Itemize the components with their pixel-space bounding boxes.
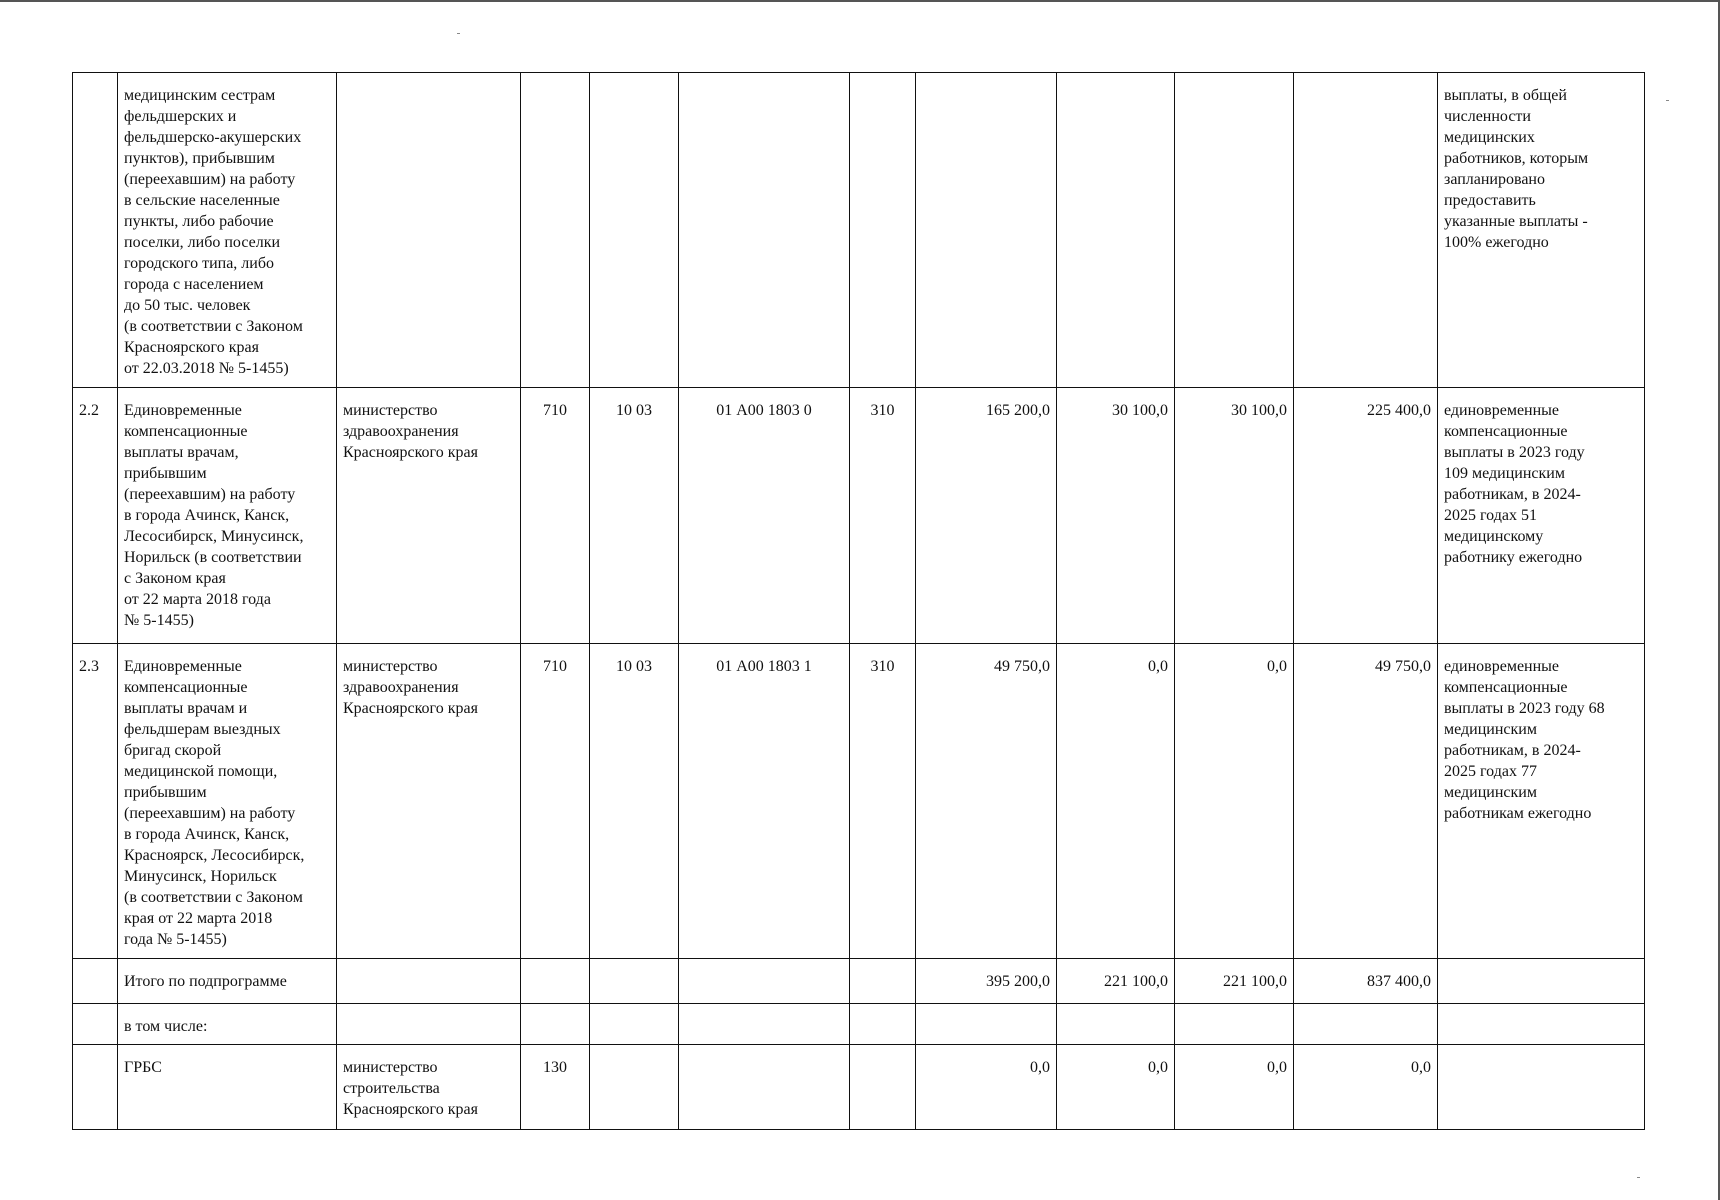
amount-2025-cell-text: 0,0 — [1267, 1058, 1287, 1076]
row-number-cell — [73, 643, 118, 958]
amount-2024-cell — [1057, 388, 1175, 643]
target-article-cell — [679, 1044, 850, 1129]
amount-2024-cell — [1057, 1044, 1175, 1129]
amount-2023-cell — [916, 643, 1057, 958]
expected-result-cell — [1438, 388, 1645, 643]
amount-2023-cell — [916, 1004, 1057, 1045]
amount-2025-cell — [1175, 1004, 1294, 1045]
amount-2025-cell-text: 30 100,0 — [1231, 402, 1287, 420]
target-article-cell — [679, 1004, 850, 1045]
expense-type-cell — [850, 643, 916, 958]
target-article-cell-text: 01 А00 1803 0 — [716, 402, 812, 420]
row-number-cell-text: 2.3 — [79, 657, 99, 675]
row-number-cell — [73, 73, 118, 388]
row-number-cell-text: 2.2 — [79, 402, 99, 420]
amount-2025-cell-text: 0,0 — [1267, 657, 1287, 675]
expected-result-cell — [1438, 958, 1645, 1004]
section-code-cell — [590, 1004, 679, 1045]
target-article-cell — [679, 388, 850, 643]
section-code-cell — [590, 73, 679, 388]
amount-2025-cell-text: 221 100,0 — [1223, 972, 1287, 990]
section-code-cell — [590, 1044, 679, 1129]
grbs-cell — [337, 1004, 521, 1045]
measure-name-cell-text: Итого по подпрограмме — [124, 972, 287, 990]
amount-2023-cell-text: 0,0 — [1030, 1058, 1050, 1076]
amount-2024-cell-text: 0,0 — [1148, 1058, 1168, 1076]
grbs-code-cell-text: 710 — [543, 657, 567, 675]
measure-name-cell — [118, 1004, 337, 1045]
measure-name-cell-text: Единовременные компенсационные выплаты врачам и фельдшерам выездных бригад скорой медицинской помощи, прибывшим (переехавшим) на работу в города Ачинск, Канск, Красноярск, Лесосибирск, Минусинск, Норильск (в соответствии с Законом края от 22 марта 2018 года № 5-1455) — [124, 657, 305, 948]
expense-type-cell — [850, 1044, 916, 1129]
amount-total-cell — [1294, 958, 1438, 1004]
amount-total-cell — [1294, 1004, 1438, 1045]
amount-total-cell-text: 837 400,0 — [1367, 972, 1431, 990]
table-row — [73, 643, 1645, 958]
page-top-border — [0, 0, 1720, 2]
amount-2023-cell — [916, 1044, 1057, 1129]
grbs-cell — [337, 1044, 521, 1129]
section-code-cell-text: 10 03 — [616, 402, 652, 420]
budget-allocation-table — [72, 72, 1645, 1130]
grbs-code-cell — [521, 1044, 590, 1129]
amount-2025-cell — [1175, 73, 1294, 388]
amount-2023-cell — [916, 958, 1057, 1004]
grbs-cell — [337, 73, 521, 388]
section-code-cell — [590, 643, 679, 958]
amount-total-cell — [1294, 73, 1438, 388]
table-body — [73, 73, 1645, 1130]
amount-2024-cell — [1057, 643, 1175, 958]
target-article-cell — [679, 958, 850, 1004]
scan-speck — [1666, 100, 1669, 101]
section-code-cell — [590, 958, 679, 1004]
amount-2025-cell — [1175, 1044, 1294, 1129]
amount-total-cell — [1294, 388, 1438, 643]
expense-type-cell-text: 310 — [870, 657, 895, 675]
amount-total-cell — [1294, 1044, 1438, 1129]
row-number-cell — [73, 1044, 118, 1129]
grbs-code-cell — [521, 643, 590, 958]
amount-total-cell-text: 49 750,0 — [1375, 657, 1431, 675]
measure-name-cell-text: Единовременные компенсационные выплаты врачам, прибывшим (переехавшим) на работу в города Ачинск, Канск, Лесосибирск, Минусинск, Норильск (в соответствии с Законом края от 22 марта 2018 года № 5-1455) — [124, 402, 304, 630]
grbs-code-cell-text: 710 — [543, 402, 567, 420]
measure-name-cell-text: в том числе: — [124, 1018, 208, 1036]
amount-2023-cell — [916, 388, 1057, 643]
amount-2025-cell — [1175, 388, 1294, 643]
measure-name-cell — [118, 1044, 337, 1129]
expense-type-cell — [850, 958, 916, 1004]
target-article-cell-text: 01 А00 1803 1 — [716, 657, 812, 675]
section-code-cell — [590, 388, 679, 643]
amount-total-cell-text: 225 400,0 — [1367, 402, 1431, 420]
expected-result-cell — [1438, 73, 1645, 388]
measure-name-cell-text: медицинским сестрам фельдшерских и фельдшерско-акушерских пунктов), прибывшим (переехавшим) на работу в сельские населенные пункты, либо рабочие поселки, либо поселки городского типа, либо города с населением до 50 тыс. человек (в соответствии с Законом Красноярского края от 22.03.2018 № 5-1455) — [124, 87, 303, 377]
target-article-cell — [679, 73, 850, 388]
expected-result-cell — [1438, 1044, 1645, 1129]
expected-result-cell-text: единовременные компенсационные выплаты в 2023 году 68 медицинским работникам, в 2024- 2025 годах 77 медицинским работникам ежегодно — [1444, 657, 1605, 822]
measure-name-cell — [118, 643, 337, 958]
row-number-cell — [73, 958, 118, 1004]
grbs-cell — [337, 388, 521, 643]
measure-name-cell — [118, 958, 337, 1004]
grbs-code-cell-text: 130 — [543, 1058, 567, 1076]
measure-name-cell — [118, 388, 337, 643]
expected-result-cell-text: единовременные компенсационные выплаты в 2023 году 109 медицинским работникам, в 2024- 2025 годах 51 медицинскому работнику ежегодно — [1444, 402, 1585, 567]
amount-2024-cell — [1057, 958, 1175, 1004]
scan-speck — [1637, 1177, 1640, 1178]
amount-2024-cell-text: 30 100,0 — [1112, 402, 1168, 420]
table-row — [73, 958, 1645, 1004]
amount-2025-cell — [1175, 643, 1294, 958]
measure-name-cell — [118, 73, 337, 388]
amount-2023-cell-text: 165 200,0 — [986, 402, 1050, 420]
target-article-cell — [679, 643, 850, 958]
table-row — [73, 388, 1645, 643]
amount-2023-cell-text: 395 200,0 — [986, 972, 1050, 990]
measure-name-cell-text: ГРБС — [124, 1058, 162, 1076]
amount-2023-cell — [916, 73, 1057, 388]
scan-speck — [457, 33, 460, 34]
section-code-cell-text: 10 03 — [616, 657, 652, 675]
grbs-cell-text: министерство строительства Красноярского края — [343, 1058, 478, 1118]
amount-2024-cell — [1057, 73, 1175, 388]
amount-2023-cell-text: 49 750,0 — [994, 657, 1050, 675]
expense-type-cell-text: 310 — [870, 402, 895, 420]
grbs-cell-text: министерство здравоохранения Красноярского края — [343, 402, 478, 462]
amount-2024-cell — [1057, 1004, 1175, 1045]
grbs-cell — [337, 958, 521, 1004]
expected-result-cell — [1438, 1004, 1645, 1045]
expected-result-cell-text: выплаты, в общей численности медицинских работников, которым запланировано предоставить указанные выплаты - 100% ежегодно — [1444, 87, 1589, 251]
grbs-code-cell — [521, 958, 590, 1004]
table-row — [73, 73, 1645, 388]
amount-total-cell-text: 0,0 — [1411, 1058, 1431, 1076]
amount-2024-cell-text: 221 100,0 — [1104, 972, 1168, 990]
grbs-cell — [337, 643, 521, 958]
expense-type-cell — [850, 1004, 916, 1045]
row-number-cell — [73, 388, 118, 643]
grbs-cell-text: министерство здравоохранения Красноярского края — [343, 657, 478, 717]
expense-type-cell — [850, 388, 916, 643]
amount-total-cell — [1294, 643, 1438, 958]
grbs-code-cell — [521, 1004, 590, 1045]
expense-type-cell — [850, 73, 916, 388]
grbs-code-cell — [521, 388, 590, 643]
amount-2025-cell — [1175, 958, 1294, 1004]
row-number-cell — [73, 1004, 118, 1045]
grbs-code-cell — [521, 73, 590, 388]
expected-result-cell — [1438, 643, 1645, 958]
table-row — [73, 1044, 1645, 1129]
amount-2024-cell-text: 0,0 — [1148, 657, 1168, 675]
table-row — [73, 1004, 1645, 1045]
